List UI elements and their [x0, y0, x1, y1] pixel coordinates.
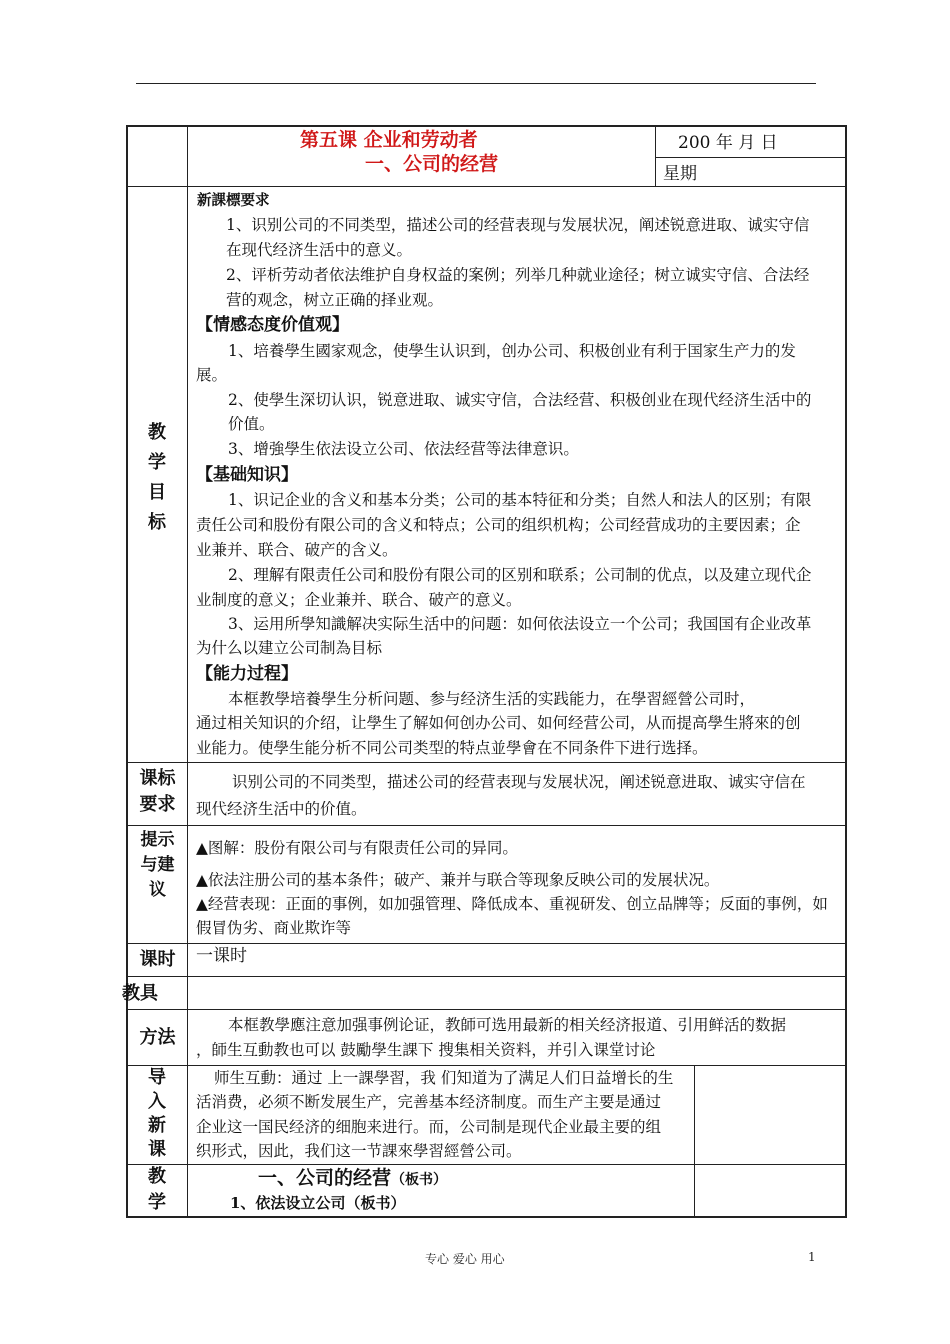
- intro-line: 师生互動：通过 上一課學習，我 们知道为了满足人们日益增长的生: [214, 1069, 674, 1087]
- method-line: 本框教學應注意加强事例论证，教師可选用最新的相关经济报道、引用鲜活的数据: [228, 1016, 787, 1034]
- hours-label: 课时: [139, 949, 176, 970]
- objective-line: 业能力。使學生能分析不同公司类型的特点並學會在不同条件下进行选择。: [196, 739, 708, 757]
- tips-label: 提示 与建 议: [140, 830, 175, 900]
- date-field: 200 年 月 日: [678, 133, 778, 153]
- tip-line: ▲图解：股份有限公司与有限责任公司的异同。: [196, 839, 518, 857]
- objective-line: 1、识别公司的不同类型，描述公司的经营表现与发展状况，阐述锐意进取、诚实守信: [226, 216, 810, 234]
- objective-line: 1、培養學生國家观念，使學生认识到，创办公司、积极创业有利于国家生产力的发: [228, 342, 796, 360]
- objective-line: 通过相关知识的介绍，让學生了解如何创办公司、如何经营公司，从而提高學生將來的创: [196, 714, 801, 732]
- teach-subsection: 1、依法设立公司（板书）: [230, 1194, 406, 1212]
- tip-line: ▲经营表现：正面的事例，如加强管理、降低成本、重视研发、创立品牌等；反面的事例，如: [196, 895, 828, 913]
- teach-label: 教 学: [148, 1166, 166, 1213]
- objective-line: 2、理解有限责任公司和股份有限公司的区别和联系；公司制的优点，以及建立现代企: [228, 566, 812, 584]
- values-heading: 【情感态度价值观】: [196, 315, 349, 335]
- objective-line: 为什么以建立公司制為目标: [196, 639, 383, 657]
- objective-line: 本框教學培養學生分析问题、参与经济生活的实践能力，在學習經營公司时，: [228, 690, 756, 708]
- objective-line: 3、增強學生依法设立公司、依法经营等法律意识。: [228, 440, 579, 458]
- page-number: 1: [808, 1250, 816, 1264]
- method-label: 方法: [139, 1027, 176, 1048]
- standard-line: 现代经济生活中的价值。: [196, 800, 367, 818]
- label-column-divider: [187, 126, 188, 1217]
- method-line: ，師生互動教也可以 鼓勵學生課下 搜集相关资料，并引入课堂讨论: [196, 1041, 656, 1059]
- objective-line: 业制度的意义；企业兼并、联合、破产的意义。: [196, 591, 522, 609]
- footer-motto: 专心 爱心 用心: [425, 1252, 505, 1266]
- standard-label: 课标 要求: [139, 768, 176, 815]
- objective-line: 展。: [196, 366, 228, 384]
- section-title: 一、公司的经营: [365, 153, 499, 175]
- objective-line: 2、使學生深切认识，锐意进取、诚实守信，合法经营、积极创业在现代经济生活中的: [228, 391, 812, 409]
- teach-section-title: 一、公司的经营（板书）: [258, 1167, 448, 1189]
- objective-line: 营的观念，树立正确的择业观。: [226, 291, 444, 309]
- objective-line: 2、评析劳动者依法维护自身权益的案例；列举几种就业途径；树立诚实守信、合法经: [226, 266, 810, 284]
- objective-line: 责任公司和股份有限公司的含义和特点；公司的组织机构；公司经营成功的主要因素；企: [196, 516, 801, 534]
- objective-line: 在现代经济生活中的意义。: [226, 241, 413, 259]
- intro-line: 企业这一国民经济的细胞来进行。而，公司制是现代企业最主要的组: [196, 1118, 662, 1136]
- knowledge-heading: 【基础知识】: [196, 465, 298, 485]
- tip-line: ▲依法注册公司的基本条件；破产、兼并与联合等现象反映公司的发展状况。: [196, 871, 720, 889]
- intro-label: 导 入 新 课: [148, 1067, 166, 1160]
- hours-value: 一课时: [196, 946, 247, 966]
- weekday-field: 星期: [663, 164, 697, 184]
- ability-heading: 【能力过程】: [196, 664, 298, 684]
- objective-line: 3、运用所學知識解决实际生活中的问题：如何依法设立一个公司；我国国有企业改革: [228, 615, 812, 633]
- header-rule: [136, 83, 816, 84]
- objective-line: 1、识记企业的含义和基本分类；公司的基本特征和分类；自然人和法人的区别；有限: [228, 491, 812, 509]
- objective-line: 价值。: [228, 415, 275, 433]
- intro-line: 活消费，必须不断发展生产，完善基本经济制度。而生产主要是通过: [196, 1093, 662, 1111]
- standard-line: 识别公司的不同类型，描述公司的经营表现与发展状况，阐述锐意进取、诚实守信在: [232, 773, 806, 791]
- tools-label: 教具: [122, 983, 158, 1004]
- objectives-heading: 新課標要求: [197, 192, 270, 209]
- lesson-title: 第五课 企业和劳动者: [300, 129, 478, 151]
- objective-line: 业兼并、联合、破产的含义。: [196, 541, 398, 559]
- objectives-label: 教 学 目 标: [148, 422, 166, 533]
- tip-line: 假冒伪劣、商业欺诈等: [196, 919, 352, 937]
- intro-line: 织形式，因此，我们这一节課來學習經營公司。: [196, 1142, 522, 1160]
